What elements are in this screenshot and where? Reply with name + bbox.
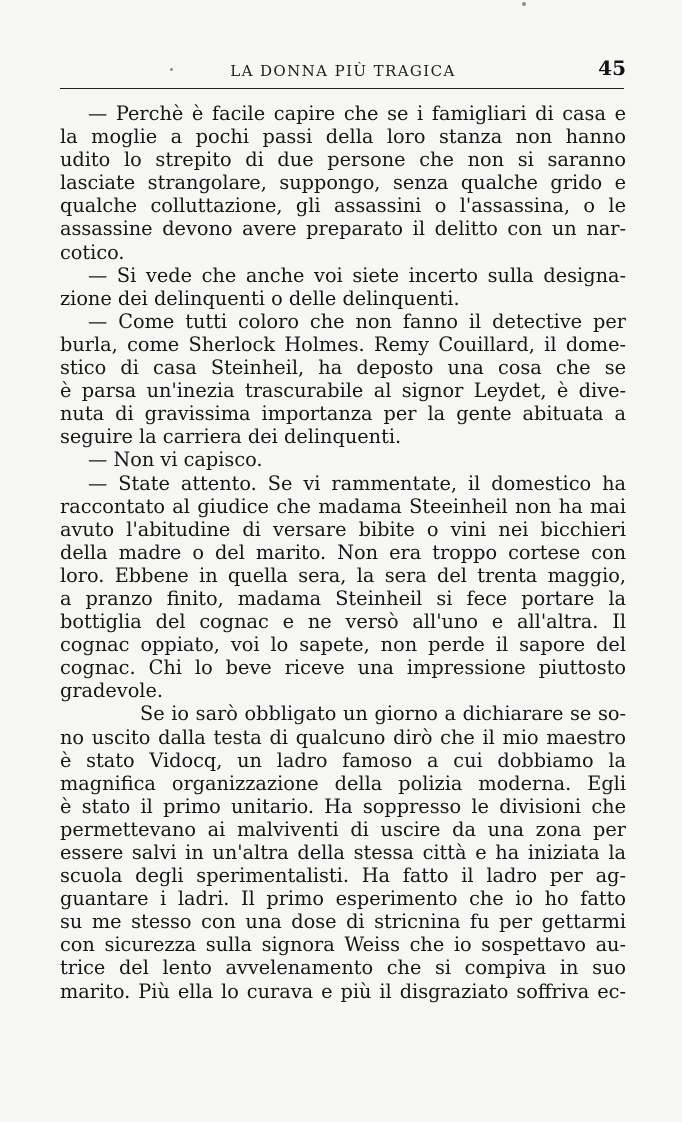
text-line: lasciate strangolare, suppongo, senza qualche grido e xyxy=(60,171,626,195)
text-line: è stato Vidocq, un ladro famoso a cui dobbiamo la xyxy=(60,748,626,772)
text-line: nuta di gravissima importanza per la gente abituata a xyxy=(60,402,626,426)
text-line: — Non vi capisco. xyxy=(88,448,263,472)
text-line: avuto l'abitudine di versare bibite o vini nei bicchieri xyxy=(60,517,626,541)
text-line: loro. Ebbene in quella sera, la sera del trenta maggio, xyxy=(60,563,626,587)
text-line: — State attento. Se vi rammentate, il domestico ha xyxy=(88,471,626,495)
text-line: cotico. xyxy=(60,240,125,264)
text-line: bottiglia del cognac e ne versò all'uno e all'altra. Il xyxy=(60,610,626,634)
text-line: permettevano ai malviventi di uscire da una zona per xyxy=(60,817,626,841)
text-line: marito. Più ella lo curava e più il disgraziato soffriva ec- xyxy=(60,979,626,1003)
text-line: raccontato al giudice che madama Steeinheil non ha mai xyxy=(60,494,626,518)
header-rule xyxy=(60,88,624,89)
speck-mark xyxy=(522,2,526,6)
text-line: su me stesso con una dose di stricnina fu per gettarmi xyxy=(60,910,626,934)
text-line: la moglie a pochi passi della loro stanza non hanno xyxy=(60,125,626,149)
text-line: seguire la carriera dei delinquenti. xyxy=(60,425,402,449)
page-number: 45 xyxy=(598,56,626,80)
text-line: stico di casa Steinheil, ha deposto una cosa che se xyxy=(60,356,626,380)
text-line: Se io sarò obbligato un giorno a dichiarare se so- xyxy=(140,702,626,726)
text-line: a pranzo finito, madama Steinheil si fece portare la xyxy=(60,586,626,610)
text-line: è parsa un'inezia trascurabile al signor Leydet, è dive- xyxy=(60,379,626,403)
text-line: guantare i ladri. Il primo esperimento che io ho fatto xyxy=(60,887,626,911)
text-line: è stato il primo unitario. Ha soppresso le divisioni che xyxy=(60,794,626,818)
speck-mark xyxy=(170,68,173,71)
text-line: no uscito dalla testa di qualcuno dirò che il mio maestro xyxy=(60,725,626,749)
text-line: della madre o del marito. Non era troppo cortese con xyxy=(60,540,626,564)
text-line: assassine devono avere preparato il delitto con un nar- xyxy=(60,217,626,241)
text-line: — Perchè è facile capire che se i famigliari di casa e xyxy=(88,102,626,125)
text-line: — Si vede che anche voi siete incerto sulla designa- xyxy=(88,263,626,287)
text-line: cognac oppiato, voi lo sapete, non perde il sapore del xyxy=(60,633,626,657)
text-line: con sicurezza sulla signora Weiss che io sospettavo au- xyxy=(60,933,626,957)
text-line: scuola degli sperimentalisti. Ha fatto il ladro per ag- xyxy=(60,864,626,888)
text-line: burla, come Sherlock Holmes. Remy Couillard, il dome- xyxy=(60,332,626,356)
text-line: qualche colluttazione, gli assassini o l'assassina, o le xyxy=(60,194,626,218)
text-line: udito lo strepito di due persone che non si saranno xyxy=(60,148,626,172)
text-line: cognac. Chi lo beve riceve una impressione piuttosto xyxy=(60,656,626,680)
text-line: trice del lento avvelenamento che si compiva in suo xyxy=(60,956,626,980)
text-line: — Come tutti coloro che non fanno il detective per xyxy=(88,309,626,333)
body-text xyxy=(60,102,626,1003)
text-line: zione dei delinquenti o delle delinquenti. xyxy=(60,286,460,310)
text-line: essere salvi in un'altra della stessa città e ha iniziata la xyxy=(60,841,626,864)
text-line: gradevole. xyxy=(60,679,164,703)
text-line: magnifica organizzazione della polizia moderna. Egli xyxy=(60,771,626,795)
running-title: LA DONNA PIÙ TRAGICA xyxy=(230,62,456,80)
page-header xyxy=(60,52,626,88)
